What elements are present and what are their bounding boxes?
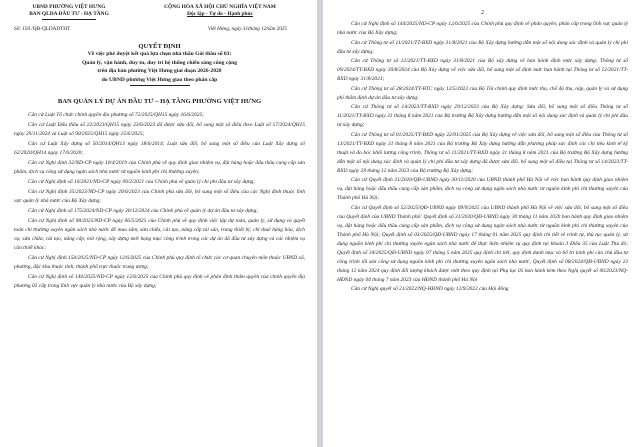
legal-basis-paragraph: Căn cứ Nghị định 35/2023/ND-CP ngày 20/6/2023 của Chính phủ sửa đổi, bổ sung một số điều của các Nghị định thuộc lĩnh vực quản lý nhà nước của Bộ Xây dựng;	[14, 189, 305, 205]
legal-basis-paragraph: Căn cứ Quyết định 31/2020/QĐ-UBND ngày 30/11/2020 của UBND thành phố Hà Nội về việc ban hành quy định giao nhiệm vụ, đặt hàng hoặc đấu thầu cung cấp sản phẩm, dịch vụ công sử dụng ngân sách nhà nước từ nguồn kinh phí chi thường xuyên của Thành phố Hà Nội;	[337, 177, 628, 201]
legal-basis-paragraph: Căn cứ Nghị định 32/ND-CP ngày 10/4/2019 của Chính phủ về quy định giao nhiệm vụ, đặt hàng hoặc đấu thầu cung cấp sản phẩm, dịch vụ công sử dụng ngân sách nhà nước từ nguồn kinh phí chi thường xuyên;	[14, 160, 305, 176]
document-number-line	[14, 26, 305, 32]
legal-basis-paragraph: Căn cứ Nghị định số 10/2021/ND-CP ngày 09/2/2021 của Chính phủ về quản lý chi phí đầu tư xây dựng;	[28, 179, 256, 186]
legal-basis-paragraph: Căn cứ Luật Đấu thầu số 22/2023/QH15 ngày 23/6/2023 đã được sửa đổi, bổ sung một số điều theo Luật số 57/2024/QH15 ngày 29/11/2024 và Luật số 90/2025/QH15 ngày 25/6/2025;	[14, 122, 305, 138]
legal-basis-list	[337, 20, 628, 294]
legal-basis-paragraph: Căn cứ Nghị định 150/2025/ND-CP ngày 12/6/2025 của Chính phủ quy định tổ chức các cơ quan chuyên môn thuộc UBND xã, phường, đặc khu thuộc tỉnh, thành phố trực thuộc trung ương;	[14, 255, 305, 271]
legal-basis-paragraph: Căn cứ Thông tư số 01/2025/TT-BXD ngày 22/01/2025 của Bộ Xây dựng về việc sửa đổi, bổ sung một số điều của Thông tư số 13/2021/TT-BXD ngày 31 tháng 8 năm 2021 của Bộ trưởng Bộ Xây dựng hướng dẫn phương pháp xác định các chỉ tiêu kinh tế kỹ thuật và đo bóc khối lượng công trình, Thông tư số 11/2021/TT-BXD ngày 31 tháng 8 năm 2021 của Bộ trưởng Bộ Xây dựng hướng dẫn một số nội dung xác định và quản lý chi phí đầu tư xây dựng đã được sửa đổi, bổ sung một số điều tại Thông tư số 14/2023/TT-BXD ngày 29 tháng 12 năm 2023 của Bộ trưởng Bộ Xây dựng;	[337, 131, 628, 174]
subtitle-line: trên địa bàn phường Việt Hưng giai đoạn 2026-2028	[97, 68, 222, 75]
org-divider	[42, 19, 96, 20]
legal-basis-list	[14, 111, 305, 291]
issuing-agency: BAN QUẢN LÝ DỰ ÁN ĐẦU TƯ – HẠ TẦNG PHƯỜNG VIỆT HƯNG	[57, 98, 262, 106]
legal-basis-paragraph: Căn cứ Nghị định số 98/2025/ND-CP ngày 06/5/2025 của Chính phủ về quy định việc lập dự toán, quản lý, sử dụng và quyết toán chi thường xuyên ngân sách nhà nước để mua sắm, sửa chữa, cải tạo, nâng cấp tài sản, trang thiết bị; chi thuê hàng hóa, dịch vụ; sửa chữa, cải tạo, nâng cấp, mở rộng, xây dựng mới hạng mục công trình trong các dự án đã đầu tư xây dựng và các nhiệm vụ cần thiết khác;	[14, 218, 305, 252]
country-name: CỘNG HÒA XÃ HỘI CHỦ NGHĨA VIỆT NAM	[164, 4, 276, 10]
legal-basis-paragraph: Căn cứ Thông tư số 28/2024/TT-BTC ngày 12/5/2023 của Bộ Tài chính quy định mức thu, chế độ thu, nộp, quản lý và sử dụng phí thẩm định dự án đầu tư xây dựng;	[337, 85, 628, 101]
document-subtitle	[14, 51, 305, 86]
legal-basis-paragraph: Căn cứ Luật Tổ chức chính quyền địa phương số 72/2025/QH15 ngày 16/6/2025;	[28, 112, 205, 119]
legal-basis-paragraph: Căn cứ Quyết định số 52/2025/QĐ-UBND ngày 09/9/2025 của UBND thành phố Hà Nội về việc sửa đổi, bổ sung một số điều của Quyết định của UBND Thành phố: Quyết định số 31/2020/QĐ-UBND ngày 30 tháng 11 năm 2020 ban hành quy định giao nhiệm vụ, đặt hàng hoặc đấu thầu cung cấp sản phẩm, dịch vụ công sử dụng ngân sách nhà nước từ nguồn kinh phí chi thường xuyên của Thành phố Hà Nội; Quyết định số 03/2025/QĐ-UBND ngày 17 tháng 01 năm 2025 quy định chi tiết về trình tự, thủ tục quản lý, sử dụng nguồn kinh phí chi thường xuyên ngân sách nhà nước để thực hiện nhiệm vụ quy định tại khoản 3 Điều 35 của Luật Thủ đô; Quyết định số 34/2025/QĐ-UBND ngày 07 tháng 5 năm 2025 quy định chi tiết, quy định danh mục và bổ trí kinh phí của chủ đầu tư công trình tối sản công sử dụng nguồn kinh phí chi thường xuyên ngân sách nhà nước, Quyết định số 08/2024/QĐ-UBND ngày 23 tháng 12 năm 2024 quy định đối tượng khách được mời theo quy định tại Phụ lục 05 ban hành kèm theo Nghị quyết số 06/2023/NQ-HĐND ngày 04 tháng 7 năm 2023 của HĐND thành phố Hà Nội	[337, 204, 628, 283]
legal-basis-paragraph: Căn cứ Nghị định số 140/2025/ND-CP ngày 12/6/2025 của Chính phủ quy định về phân định thẩm quyền của chính quyền địa phương 02 cấp trong lĩnh vực quản lý nhà nước của Bộ xây dựng;	[14, 274, 305, 290]
document-header	[14, 4, 305, 20]
legal-basis-paragraph: Căn cứ Nghị quyết số 21/2022/NQ-HĐND ngày 12/9/2022 của Hội đồng	[351, 286, 509, 292]
subtitle-line: do UBND phường Việt Hưng giao theo phân cấp	[101, 76, 218, 83]
legal-basis-paragraph: Căn cứ Thông tư số 14/2023/TT-BXD ngày 29/12/2023 của Bộ Xây dựng: Sửa đổi, bổ sung một số điều Thông tư số 11/2021/TT-BXD ngày 31 tháng 8 năm 2021 của Bộ trưởng Bộ Xây dựng hướng dẫn một số nội dung xác định và quản lý chi phí đầu tư xây dựng;	[337, 104, 628, 128]
document-date: Việt Hưng, ngày 31tháng 12năm 2025	[207, 26, 287, 32]
document-page-2	[323, 0, 640, 447]
legal-basis-paragraph: Căn cứ Nghị định số 175/2024/ND-CP ngày 30/12/2024 của Chính phủ về quản lý dự án đầu tư xây dựng;	[28, 208, 259, 215]
legal-basis-paragraph: Căn cứ Thông tư số 11/2021/TT-BXD ngày 31/8/2021 của Bộ Xây dựng hướng dẫn một số nội dung xác định và quản lý chi phí đầu tư xây dựng;	[337, 39, 628, 55]
page-number: 2	[481, 10, 484, 16]
country-motto: Độc lập - Tự do - Hạnh phúc	[187, 11, 253, 17]
document-title: QUYẾT ĐỊNH	[138, 43, 181, 50]
legal-basis-paragraph: Căn cứ Luật Xây dựng số 50/2014/QH13 ngày 18/6/2014; Luật sửa đổi, bổ sung một số điều của Luật Xây dựng số 62/2020/QH14 ngày 17/6/2020;	[14, 141, 305, 157]
subtitle-line: Về việc phê duyệt kết quả lựa chọn nhà thầu Gói thầu số 03:	[87, 51, 232, 57]
title-divider	[130, 85, 190, 86]
legal-basis-paragraph: Căn cứ Thông tư số 12/2021/TT-BXD ngày 31/8/2021 của Bộ xây dựng về ban hành định mức xây dựng; Thông tư số 09/2024/TT-BXD ngày 30/8/2024 của Bộ Xây dựng về việc sửa đổi, bổ sung một số định mức ban hành tại Thông tư số 12/2021/TT-BXD ngày 31/8/2021;	[337, 58, 628, 82]
org-name-line1: UBND PHƯỜNG VIỆT HƯNG	[32, 4, 106, 10]
org-name-line2: BAN QLDA ĐẦU TƯ - HẠ TẦNG	[29, 11, 109, 17]
subtitle-line: Quản lý, vận hành, duy tu, duy trì hệ thống chiếu sáng công cộng	[81, 59, 238, 66]
legal-basis-paragraph: Căn cứ Nghị định số 144/2025/ND-CP ngày 12/6/2025 của Chính phủ quy định về phân quyền, phân cấp trong lĩnh vực quản lý nhà nước của Bộ Xây dựng;	[337, 21, 628, 36]
document-number: Số: 158 /QĐ-QLDADTHT	[14, 26, 71, 32]
document-page-1	[0, 0, 317, 447]
